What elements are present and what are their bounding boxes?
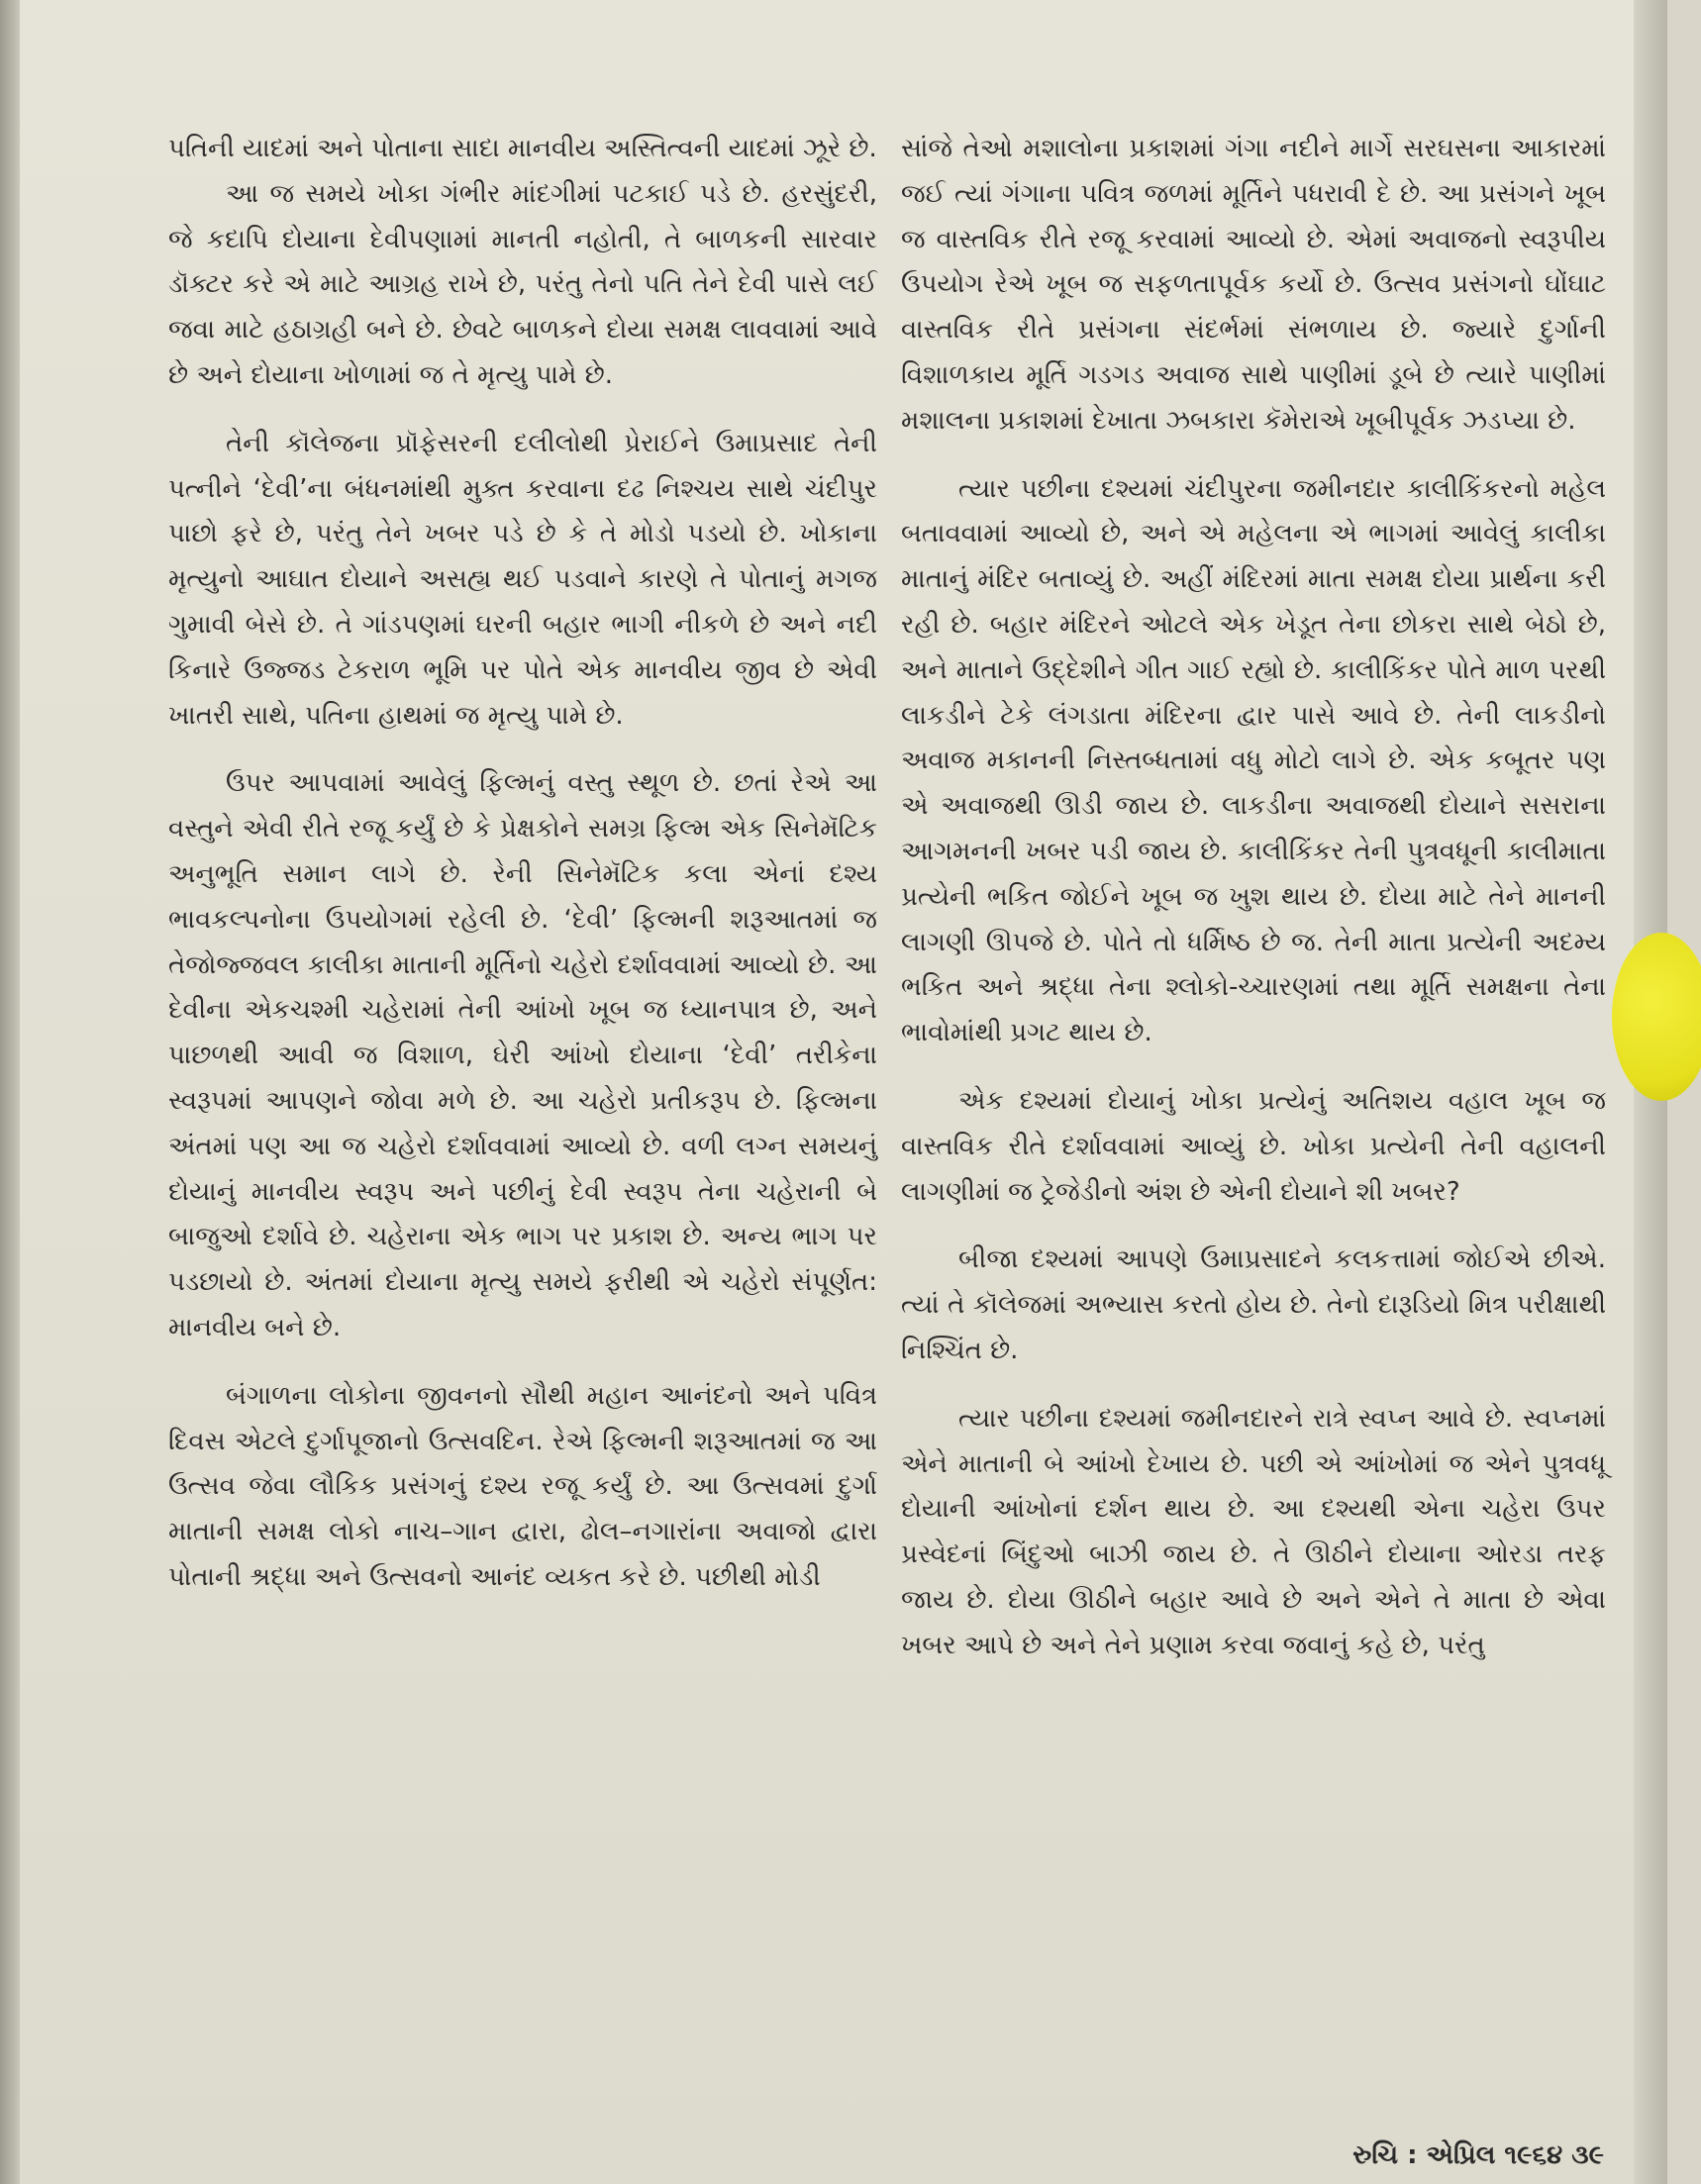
right-paragraph-5: ત્યાર પછીના દશ્યમાં જમીનદારને રાત્રે સ્વપ્ન આવે છે. સ્વપ્નમાં એને માતાની બે આંખો દેખાય છે. પછી એ આંખોમાં જ એને પુત્રવધૂ દોયાની આંખોનાં દર્શન થાય છે. આ દશ્યથી એના ચહેરા ઉપર પ્રસ્વેદનાં બિંદુઓ બાઝી જાય છે. તે ઊઠીને દોયાના ઓરડા તરફ જાય છે. દોયા ઊઠીને બહાર આવે છે અને એને તે માતા છે એવા ખબર આપે છે અને તેને પ્રણામ કરવા જવાનું કહે છે, પરંતુ [901, 1403, 1606, 1660]
left-paragraph-5: બંગાળના લોકોના જીવનનો સૌથી મહાન આનંદનો અને પવિત્ર દિવસ એટલે દુર્ગાપૂજાનો ઉત્સવદિન. રેએ ફિલ્મની શરૂઆતમાં જ આ ઉત્સવ જેવા લૌકિક પ્રસંગનું દશ્ય રજૂ કર્યું છે. આ ઉત્સવમાં દુર્ગા માતાની સમક્ષ લોકો નાચ–ગાન દ્વારા, ઢોલ–નગારાંના અવાજો દ્વારા પોતાની શ્રદ્ધા અને ઉત્સવનો આનંદ વ્યકત કરે છે. પછીથી મોડી [168, 1380, 877, 1592]
left-paragraph-4: ઉપર આપવામાં આવેલું ફિલ્મનું વસ્તુ સ્થૂળ છે. છતાં રેએ આ વસ્તુને એવી રીતે રજૂ કર્યું છે કે પ્રેક્ષકોને સમગ્ર ફિલ્મ એક સિનેમૅટિક અનુભૂતિ સમાન લાગે છે. રેની સિનેમૅટિક કલા એનાં દશ્ય ભાવકલ્પનોના ઉપયોગમાં રહેલી છે. ‘દેવી’ ફિલ્મની શરૂઆતમાં જ તેજોજ્જવલ કાલીકા માતાની મૂર્તિનો ચહેરો દર્શાવવામાં આવ્યો છે. આ દેવીના એકચશ્મી ચહેરામાં તેની આંખો ખૂબ જ ધ્યાનપાત્ર છે, અને પાછળથી આવી જ વિશાળ, ઘેરી આંખો દોયાના ‘દેવી’ તરીકેના સ્વરૂપમાં આપણને જોવા મળે છે. આ ચહેરો પ્રતીકરૂપ છે. ફિલ્મના અંતમાં પણ આ જ ચહેરો દર્શાવવામાં આવ્યો છે. વળી લગ્ન સમયનું દોયાનું માનવીય સ્વરૂપ અને પછીનું દેવી સ્વરૂપ તેના ચહેરાની બે બાજુઓ દર્શાવે છે. ચહેરાના એક ભાગ પર પ્રકાશ છે. અન્ય ભાગ પર પડછાયો છે. અંતમાં દોયાના મૃત્યુ સમયે ફરીથી એ ચહેરો સંપૂર્ણત: માનવીય બને છે. [168, 768, 877, 1342]
left-paragraph-2: આ જ સમયે ખોકા ગંભીર માંદગીમાં પટકાઈ પડે છે. હરસુંદરી, જે કદાપિ દોયાના દેવીપણામાં માનતી નહોતી, તે બાળકની સારવાર ડૉક્ટર કરે એ માટે આગ્રહ રાખે છે, પરંતુ તેનો પતિ તેને દેવી પાસે લઈ જવા માટે હઠાગ્રહી બને છે. છેવટે બાળકને દોયા સમક્ષ લાવવામાં આવે છે અને દોયાના ખોળામાં જ તે મૃત્યુ પામે છે. [168, 178, 877, 390]
right-paragraph-2: ત્યાર પછીના દશ્યમાં ચંદીપુરના જમીનદાર કાલીકિંકરનો મહેલ બતાવવામાં આવ્યો છે, અને એ મહેલના એ ભાગમાં આવેલું કાલીકા માતાનું મંદિર બતાવ્યું છે. અહીં મંદિરમાં માતા સમક્ષ દોયા પ્રાર્થના કરી રહી છે. બહાર મંદિરને ઓટલે એક ખેડૂત તેના છોકરા સાથે બેઠો છે, અને માતાને ઉદ્દેશીને ગીત ગાઈ રહ્યો છે. કાલીકિંકર પોતે માળ પરથી લાકડીને ટેકે લંગડાતા મંદિરના દ્વાર પાસે આવે છે. તેની લાકડીનો અવાજ મકાનની નિસ્તબ્ધતામાં વધુ મોટો લાગે છે. એક કબૂતર પણ એ અવાજથી ઊડી જાય છે. લાકડીના અવાજથી દોયાને સસરાના આગમનની ખબર પડી જાય છે. કાલીકિંકર તેની પુત્રવધૂની કાલીમાતા પ્રત્યેની ભકિત જોઈને ખૂબ જ ખુશ થાય છે. દોયા માટે તેને માનની લાગણી ઊપજે છે. પોતે તો ધર્મિષ્ઠ છે જ. તેની માતા પ્રત્યેની અદમ્ય ભકિત અને શ્રદ્ધા તેના શ્લોકો-ચ્ચારણમાં તથા મૂર્તિ સમક્ષના તેના ભાવોમાંથી પ્રગટ થાય છે. [901, 473, 1606, 1048]
left-paragraph-1: પતિની યાદમાં અને પોતાના સાદા માનવીય અસ્તિત્વની યાદમાં ઝૂરે છે. [168, 134, 877, 163]
right-paragraph-4: બીજા દશ્યમાં આપણે ઉમાપ્રસાદને કલકત્તામાં જોઈએ છીએ. ત્યાં તે કૉલેજમાં અભ્યાસ કરતો હોય છે. તેનો દારૂડિયો મિત્ર પરીક્ષાથી નિશ્ચિંત છે. [901, 1244, 1606, 1365]
left-column [168, 127, 877, 1601]
right-paragraph-3: એક દશ્યમાં દોયાનું ખોકા પ્રત્યેનું અતિશય વહાલ ખૂબ જ વાસ્તવિક રીતે દર્શાવવામાં આવ્યું છે. ખોકા પ્રત્યેની તેની વહાલની લાગણીમાં જ ટ્રેજેડીનો અંશ છે એની દોયાને શી ખબર? [901, 1085, 1606, 1207]
page-footer: રુચિ : એપ્રિલ ૧૯૬૪ ૩૯ [1352, 2140, 1604, 2170]
page-binding-shadow [0, 0, 20, 2184]
magazine-page [20, 0, 1667, 2184]
right-column [901, 127, 1606, 1669]
left-paragraph-3: તેની કૉલેજના પ્રૉફેસરની દલીલોથી પ્રેરાઈને ઉમાપ્રસાદ તેની પત્નીને ‘દેવી’ના બંધનમાંથી મુક્ત કરવાના દઢ નિશ્ચય સાથે ચંદીપુર પાછો ફરે છે, પરંતુ તેને ખબર પડે છે કે તે મોડો પડયો છે. ખોકાના મૃત્યુનો આઘાત દોયાને અસહ્ય થઈ પડવાને કારણે તે પોતાનું મગજ ગુમાવી બેસે છે. તે ગાંડપણમાં ઘરની બહાર ભાગી નીકળે છે અને નદી કિનારે ઉજ્જડ ટેકરાળ ભૂમિ પર પોતે એક માનવીય જીવ છે એવી ખાતરી સાથે, પતિના હાથમાં જ મૃત્યુ પામે છે. [168, 428, 877, 731]
right-paragraph-1: સાંજે તેઓ મશાલોના પ્રકાશમાં ગંગા નદીને માર્ગે સરઘસના આકારમાં જઈ ત્યાં ગંગાના પવિત્ર જળમાં મૂર્તિને પધરાવી દે છે. આ પ્રસંગને ખૂબ જ વાસ્તવિક રીતે રજૂ કરવામાં આવ્યો છે. એમાં અવાજનો સ્વરૂપીય ઉપયોગ રેએ ખૂબ જ સફળતાપૂર્વક કર્યો છે. ઉત્સવ પ્રસંગનો ઘોંઘાટ વાસ્તવિક રીતે પ્રસંગના સંદર્ભમાં સંભળાય છે. જ્યારે દુર્ગાની વિશાળકાય મૂર્તિ ગડગડ અવાજ સાથે પાણીમાં ડૂબે છે ત્યારે પાણીમાં મશાલના પ્રકાશમાં દેખાતા ઝબકારા કૅમેરાએ ખૂબીપૂર્વક ઝડપ્યા છે. [901, 134, 1606, 436]
yellow-bookmark-tab [1612, 933, 1701, 1101]
